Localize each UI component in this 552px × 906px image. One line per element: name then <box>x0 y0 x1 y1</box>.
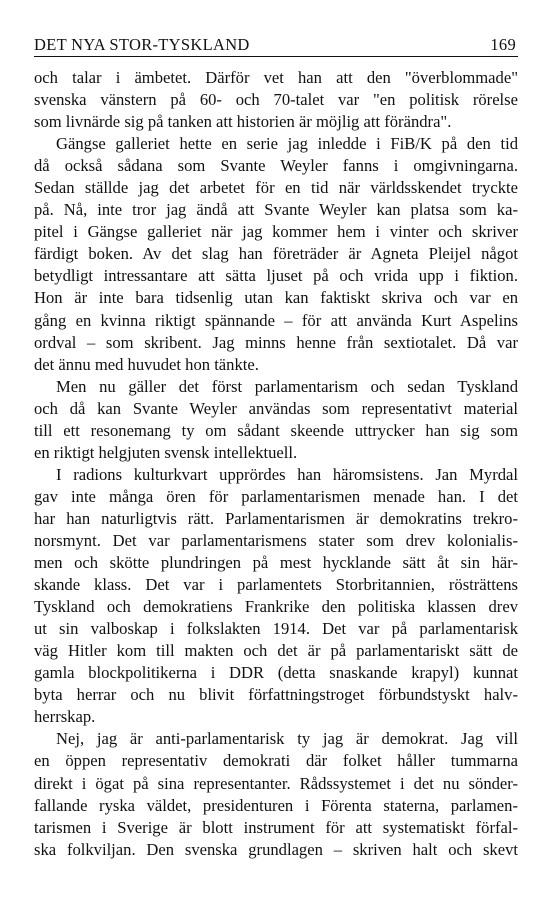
text-line: ut sin valboskap i folkslakten 1914. Det var på parlamentarisk <box>34 619 518 639</box>
text-line: norsmynt. Det var parlamentarismens stater som drev kolonialis- <box>34 530 518 550</box>
running-title: DET NYA STOR-TYSKLAND <box>34 35 250 54</box>
text-line: och talar i ämbetet. Därför vet han att den "överblommade" <box>34 68 518 87</box>
text-line: men och skötte plundringen på mest hycklande sätt åt sin här- <box>34 553 518 573</box>
paragraph <box>34 376 518 464</box>
text-line: Men nu gäller det först parlamentarism och sedan Tyskland <box>56 376 518 396</box>
text-line: ordval – som skribent. Jag minns henne från sextiotalet. Då var <box>34 332 518 352</box>
text-line: färdigt boken. Av det slag han företräder är Agneta Pleijel något <box>34 244 518 264</box>
text-line: betydligt intressantare att sätta ljuset på och vrida upp i fiktion. <box>34 266 518 286</box>
text-line: har han naturligtvis rätt. Parlamentarismen är demokratins trekro- <box>34 508 518 528</box>
text-line: I radions kulturkvart upprördes han häromsistens. Jan Myrdal <box>56 464 518 484</box>
text-line: väg Hitler kom till makten och det är på parlamentariskt sätt de <box>34 641 518 661</box>
text-line: då också sådana som Svante Weyler fanns i omgivningarna. <box>34 156 518 176</box>
text-line: gamla blockpolitikerna i DDR (detta snaskande krapyl) kunnat <box>34 663 518 683</box>
paragraph <box>34 464 518 729</box>
page-number: 169 <box>490 35 516 54</box>
text-line: byta herrar och nu blivit författningstroget förbundstyskt halv- <box>34 685 518 705</box>
text-line: Gängse galleriet hette en serie jag inledde i FiB/K på den tid <box>56 134 518 154</box>
body-text <box>34 67 518 861</box>
text-line: som livnärde sig på tanken att historien är möjlig att förändra". <box>34 112 452 132</box>
text-line: till ett resonemang ty om sådant skeende uttrycker han sig som <box>34 420 518 440</box>
text-line: tarismen i Sverige är blott instrument för att systematiskt förfal- <box>34 817 518 837</box>
running-head <box>34 34 518 57</box>
text-line: herrskap. <box>34 707 96 727</box>
text-line: pitel i Gängse galleriet när jag kommer hem i vinter och skriver <box>34 222 518 242</box>
text-line: svenska vänstern på 60- och 70-talet var "en politisk rörelse <box>34 90 518 110</box>
text-line: gav inte många ören för parlamentarismen menade han. I det <box>34 486 518 506</box>
text-line: Hon är inte bara tidsenlig utan kan faktiskt skriva och var en <box>34 288 518 308</box>
text-line: på. Nå, inte tror jag ändå att Svante Weyler kan platsa som ka- <box>34 200 518 220</box>
text-line: Sedan ställde jag det arbetet för en tid när världsskendet tryckte <box>34 178 518 198</box>
text-line: gång en kvinna riktigt spännande – för att använda Kurt Aspelins <box>34 310 518 330</box>
paragraph <box>34 67 518 133</box>
text-line: skande klass. Det var i parlamentets Storbritannien, rösträttens <box>34 575 518 595</box>
text-line: Tyskland och demokratiens Frankrike den politiska klassen drev <box>34 597 518 617</box>
text-line: en öppen representativ demokrati där folket håller tummarna <box>34 751 518 771</box>
text-line: och då kan Svante Weyler användas som representativt material <box>34 398 518 418</box>
text-line: fallande ryska väldet, presidenturen i Förenta staterna, parlamen- <box>34 795 518 815</box>
text-line: det ännu med huvudet hon tänkte. <box>34 354 259 374</box>
text-line: en riktigt helgjuten svensk intellektuell. <box>34 442 298 462</box>
text-line: ska folkviljan. Den svenska grundlagen – skriven halt och skevt <box>34 839 518 859</box>
paragraph <box>34 133 518 376</box>
paragraph <box>34 728 518 860</box>
text-line: direkt i ögat på sina representanter. Rådssystemet i det nu sönder- <box>34 773 518 793</box>
text-line: Nej, jag är anti-parlamentarisk ty jag är demokrat. Jag vill <box>56 729 518 749</box>
book-page <box>34 34 518 861</box>
